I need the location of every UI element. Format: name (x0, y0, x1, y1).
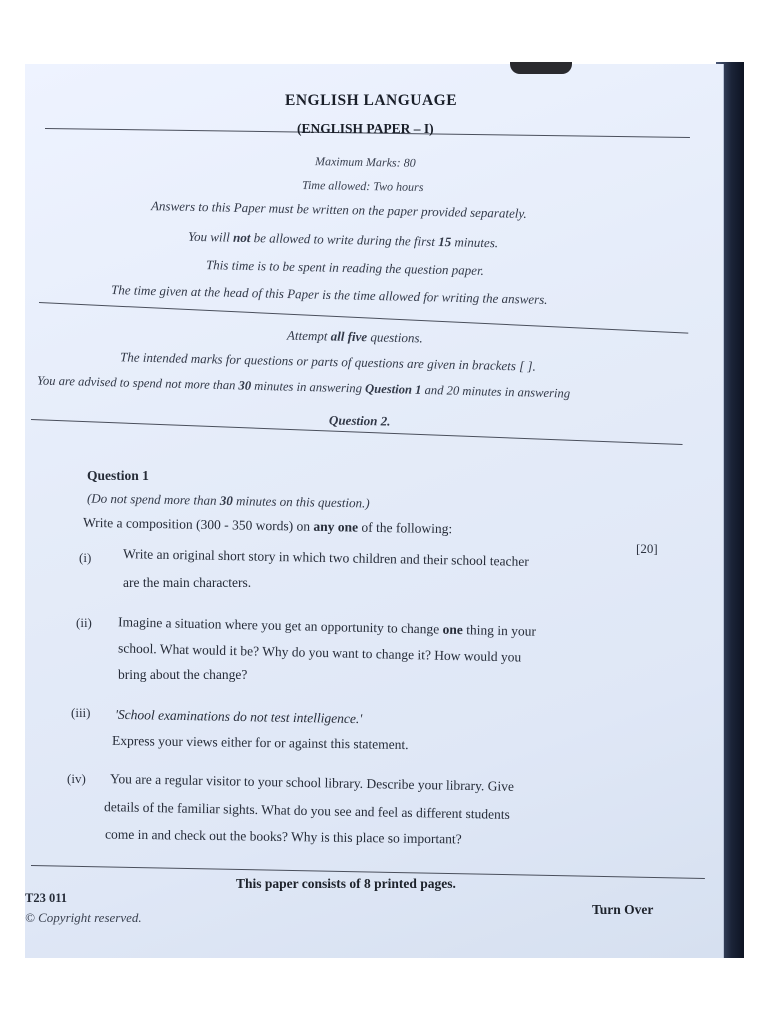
option-i-line-1: Write an original short story in which two children and their school teacher (122, 546, 529, 569)
question-1-time-note: (Do not spend more than 30 minutes on this question.) (86, 490, 370, 511)
instruction-attempt-all: Attempt all five questions. (286, 327, 423, 346)
instruction-intended-marks: The intended marks for questions or parts of questions are given in brackets [ ]. (119, 349, 536, 374)
option-ii-line-1: Imagine a situation where you get an opportunity to change one thing in your (117, 614, 537, 639)
instruction-question-2: Question 2. (328, 412, 391, 429)
option-iii-line-1: Express your views either for or against this statement. (111, 732, 409, 753)
option-iii-quote: 'School examinations do not test intelligence.' (114, 706, 363, 727)
option-ii-number: (ii) (76, 615, 92, 630)
footer-turn-over: Turn Over (592, 902, 654, 917)
option-ii-line-2: school. What would it be? Why do you want to change it? How would you (117, 640, 522, 665)
maximum-marks: Maximum Marks: 80 (314, 154, 416, 170)
paper-clip-shadow (510, 62, 572, 74)
footer-page-count: This paper consists of 8 printed pages. (236, 876, 456, 891)
option-ii-line-3: bring about the change? (118, 667, 248, 682)
option-iii-number: (iii) (71, 705, 91, 720)
footer-copyright: © Copyright reserved. (25, 910, 142, 925)
paper-subtitle: (ENGLISH PAPER – I) (297, 121, 434, 136)
option-iv-line-1: You are a regular visitor to your school library. Describe your library. Give (109, 771, 515, 794)
instruction-reading-time: This time is to be spent in reading the question paper. (205, 257, 485, 278)
option-iv-line-3: come in and check out the books? Why is this place so important? (104, 826, 462, 847)
instruction-no-writing: You will not be allowed to write during the first 15 minutes. (187, 228, 499, 251)
question-1-heading: Question 1 (87, 468, 149, 483)
question-1-prompt: Write a composition (300 - 350 words) on any one of the following: (82, 514, 453, 537)
instruction-time-advice: You are advised to spend not more than 30 minutes in answering Question 1 and 20 minutes in answering (36, 373, 571, 401)
instruction-answers-separately: Answers to this Paper must be written on the paper provided separately. (150, 198, 527, 221)
option-i-line-2: are the main characters. (123, 575, 252, 590)
instruction-time-given: The time given at the head of this Paper is the time allowed for writing the answers. (110, 282, 548, 307)
option-iv-line-2: details of the familiar sights. What do you see and feel as different students (103, 799, 511, 822)
option-iv-number: (iv) (67, 771, 86, 786)
option-i-number: (i) (79, 550, 92, 565)
footer-paper-code: T23 011 (25, 891, 68, 905)
question-1-marks: [20] (636, 541, 658, 556)
exam-paper-page (25, 64, 723, 958)
time-allowed: Time allowed: Two hours (301, 177, 424, 195)
paper-title: ENGLISH LANGUAGE (285, 92, 458, 109)
